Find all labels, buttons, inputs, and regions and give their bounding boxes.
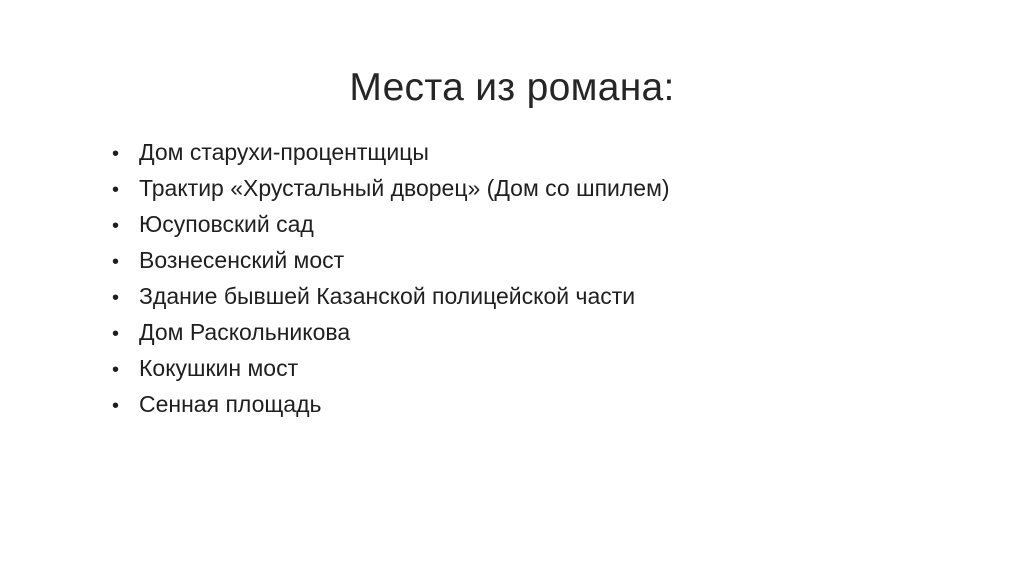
- list-item: [112, 170, 670, 206]
- list-item-text: Дом Раскольникова: [139, 319, 351, 345]
- list-item-text: Здание бывшей Казанской полицейской части: [139, 283, 636, 309]
- list-item-text: Сенная площадь: [139, 391, 322, 417]
- slide-title: Места из романа:: [349, 66, 675, 110]
- bullet-icon: •: [112, 359, 120, 381]
- bullet-icon: •: [112, 179, 120, 201]
- locations-bullet-list: [112, 134, 670, 422]
- bullet-icon: •: [112, 395, 120, 417]
- list-item: [112, 134, 670, 170]
- bullet-icon: •: [112, 251, 120, 273]
- bullet-icon: •: [112, 323, 120, 345]
- bullet-icon: •: [112, 143, 120, 165]
- list-item-text: Юсуповский сад: [139, 211, 314, 237]
- list-item: [112, 242, 670, 278]
- list-item: [112, 314, 670, 350]
- list-item: [112, 206, 670, 242]
- list-item: [112, 386, 670, 422]
- list-item-text: Кокушкин мост: [139, 355, 299, 381]
- list-item-text: Вознесенский мост: [139, 247, 345, 273]
- list-item-text: Трактир «Хрустальный дворец» (Дом со шпилем): [139, 175, 670, 201]
- bullet-icon: •: [112, 287, 120, 309]
- list-item: [112, 350, 670, 386]
- list-item: [112, 278, 670, 314]
- list-item-text: Дом старухи-процентщицы: [139, 139, 429, 165]
- bullet-icon: •: [112, 215, 120, 237]
